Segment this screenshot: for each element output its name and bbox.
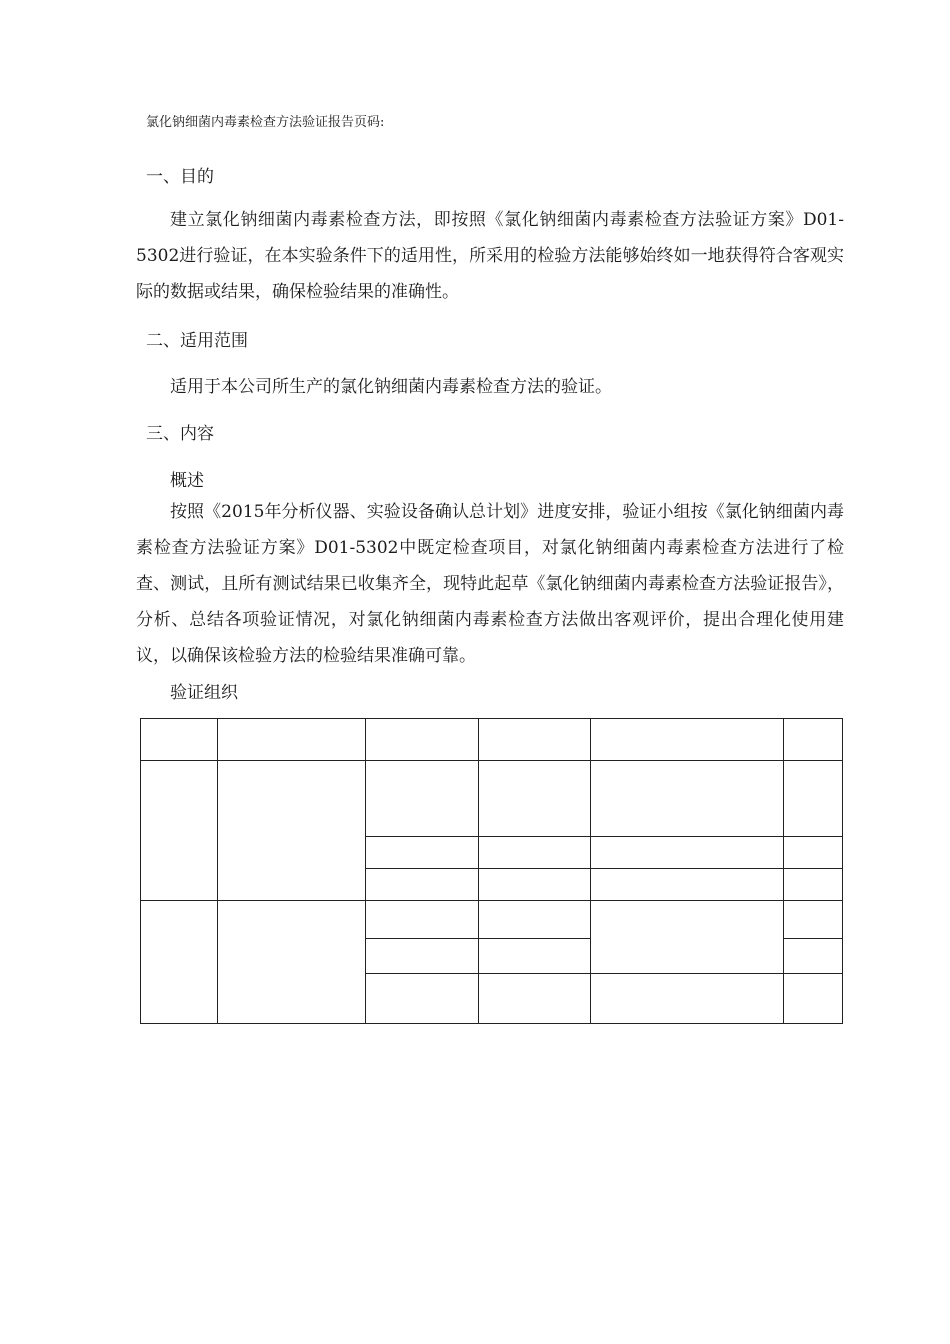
table-row-divider <box>140 760 843 761</box>
table-border-top <box>140 718 843 719</box>
table-row-divider <box>783 938 843 939</box>
table-column-divider <box>365 718 366 1024</box>
scope-paragraph: 适用于本公司所生产的氯化钠细菌内毒素检查方法的验证。 <box>170 377 612 397</box>
table-column-divider <box>783 718 784 1024</box>
table-border-right <box>842 718 843 1024</box>
section-heading-purpose: 一、目的 <box>146 167 214 187</box>
table-column-divider <box>590 718 591 1024</box>
page-header: 氯化钠细菌内毒素检查方法验证报告页码: <box>146 115 385 130</box>
organization-label: 验证组织 <box>170 683 238 703</box>
table-column-divider <box>478 718 479 1024</box>
table-border-bottom <box>140 1023 843 1024</box>
purpose-paragraph: 建立氯化钠细菌内毒素检查方法，即按照《氯化钠细菌内毒素检查方法验证方案》D01-5302进行验证，在本实验条件下的适用性，所采用的检验方法能够始终如一地获得符合客观实际的数据或结果，确保检验结果的准确性。 <box>136 210 844 302</box>
table-row-divider <box>365 973 843 974</box>
table-border-left <box>140 718 141 1024</box>
table-column-divider <box>217 718 218 1024</box>
table-row-divider <box>140 900 843 901</box>
overview-label: 概述 <box>170 471 204 491</box>
table-row-divider <box>365 868 843 869</box>
section-heading-content: 三、内容 <box>146 424 214 444</box>
table-row-divider <box>365 836 843 837</box>
overview-paragraph: 按照《2015年分析仪器、实验设备确认总计划》进度安排，验证小组按《氯化钠细菌内毒素检查方法验证方案》D01-5302中既定检查项目，对氯化钠细菌内毒素检查方法进行了检查、测试，且所有测试结果已收集齐全，现特此起草《氯化钠细菌内毒素检查方法验证报告》，分析、总结各项验证情况，对氯化钠细菌内毒素检查方法做出客观评价，提出合理化使用建议，以确保该检验方法的检验结果准确可靠。 <box>136 502 844 666</box>
section-heading-scope: 二、适用范围 <box>146 331 248 351</box>
